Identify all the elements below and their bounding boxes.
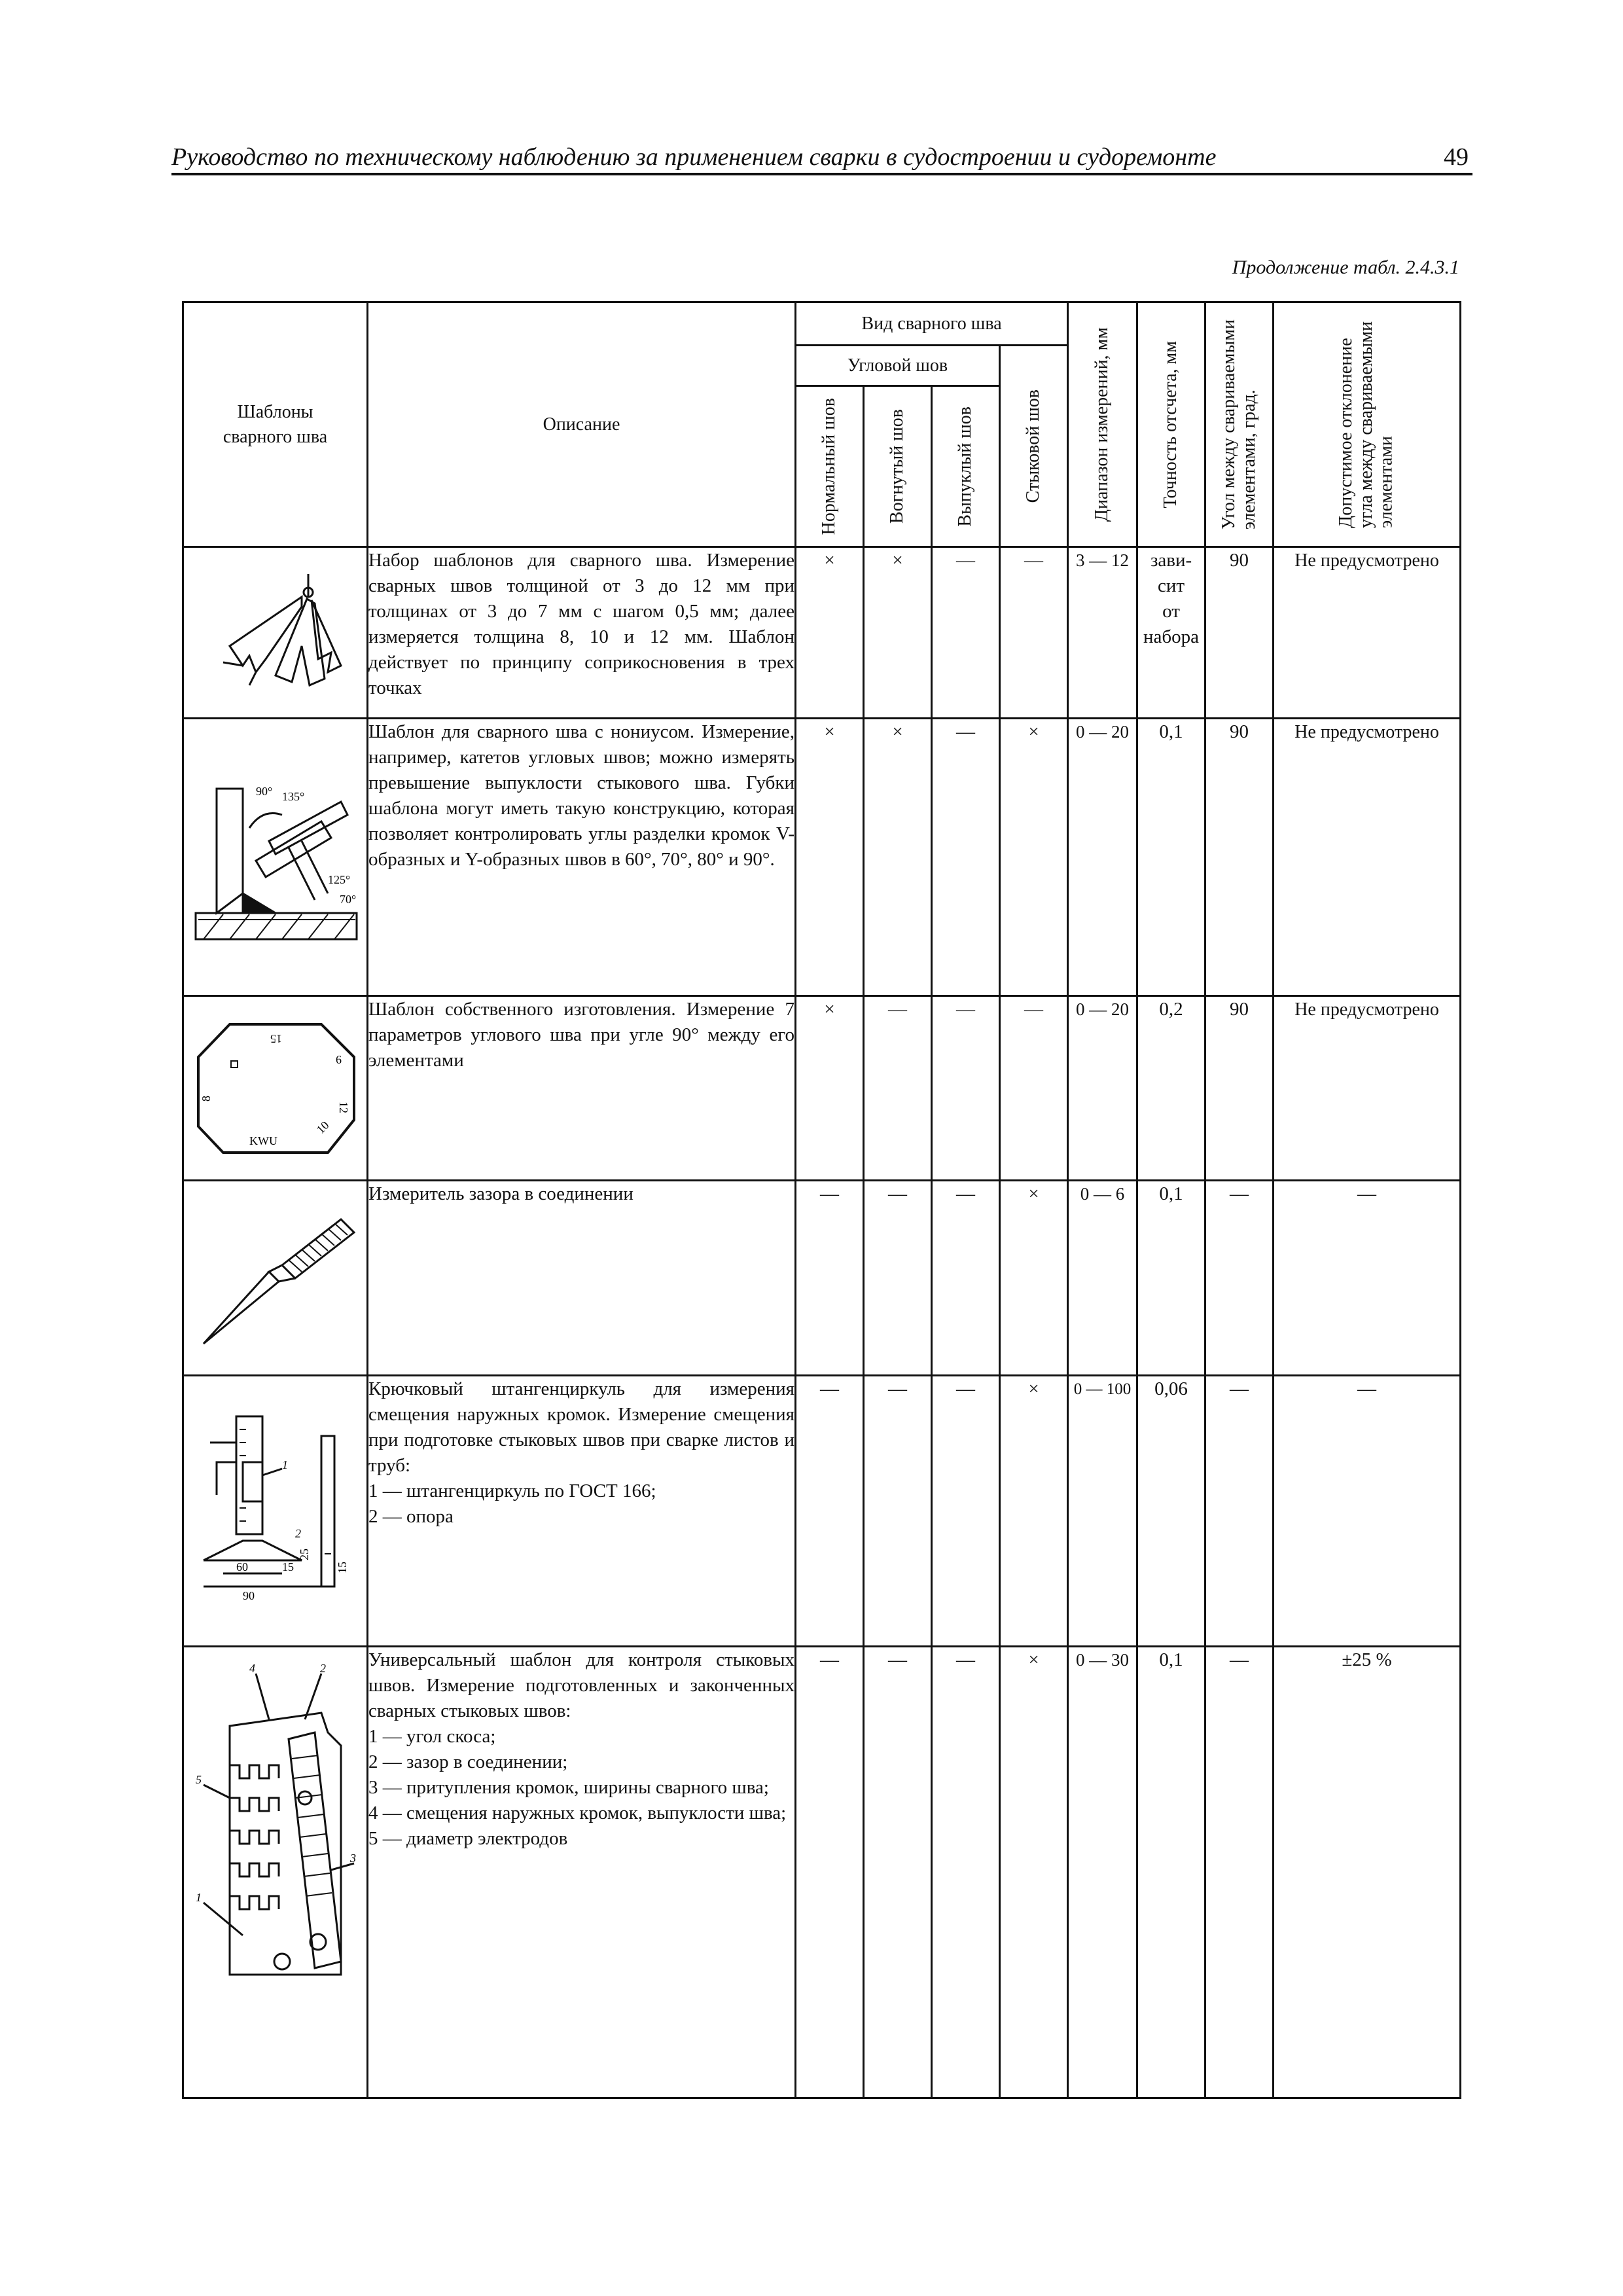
figure-gap-gauge xyxy=(183,1181,368,1376)
table-row xyxy=(183,1181,1461,1376)
cell-deviation: ±25 % xyxy=(1274,1647,1461,2098)
cell-deviation: Не предусмотрено xyxy=(1274,547,1461,719)
col-header-fillet: Угловой шов xyxy=(796,346,1000,386)
cell-angle: — xyxy=(1205,1647,1274,2098)
cell-convex: — xyxy=(932,719,1000,996)
col-header-accuracy: Точность отсчета, мм xyxy=(1137,302,1205,547)
cell-accuracy: 0,2 xyxy=(1137,996,1205,1181)
cell-deviation: Не предусмотрено xyxy=(1274,996,1461,1181)
custom-template-figure xyxy=(190,1016,362,1160)
row-description: Набор шаблонов для сварного шва. Измерение сварных швов толщиной от 3 до 12 мм при толщинах от 3 до 7 мм с шагом 0,5 мм; далее измеряется толщина 8, 10 и 12 мм. Шаблон действует по принципу соприкосновения в трех точках xyxy=(368,547,796,719)
table-continuation-note: Продолжение табл. 2.4.3.1 xyxy=(1232,257,1459,278)
cell-concave: — xyxy=(864,1376,932,1647)
figure-label: 60 xyxy=(236,1560,248,1573)
figure-label: 135° xyxy=(282,789,305,803)
universal-template-figure xyxy=(190,1654,362,1994)
figure-label: 1 xyxy=(196,1891,202,1904)
figure-universal-template xyxy=(183,1647,368,2098)
running-header xyxy=(171,144,1472,175)
cell-normal: — xyxy=(796,1647,864,2098)
figure-vernier-gauge xyxy=(183,719,368,996)
hook-caliper-figure xyxy=(190,1403,362,1619)
cell-accuracy: 0,06 xyxy=(1137,1376,1205,1647)
figure-label: 70° xyxy=(340,892,357,906)
figure-label: 6 xyxy=(336,1052,342,1066)
col-header-deviation: Допустимое отклонение угла между свариваемыми элементами xyxy=(1274,302,1461,547)
table-row xyxy=(183,1647,1461,2098)
figure-label: 10 xyxy=(313,1118,332,1136)
cell-normal: — xyxy=(796,1181,864,1376)
cell-accuracy: 0,1 xyxy=(1137,1647,1205,2098)
col-header-convex: Выпуклый шов xyxy=(932,386,1000,547)
table-row xyxy=(183,996,1461,1181)
cell-deviation: — xyxy=(1274,1376,1461,1647)
cell-normal: × xyxy=(796,996,864,1181)
col-header-weld-type: Вид сварного шва xyxy=(796,302,1068,346)
table-row xyxy=(183,719,1461,996)
row-description: Шаблон собственного изготовления. Измерение 7 параметров углового шва при угле 90° между его элементами xyxy=(368,996,796,1181)
cell-convex: — xyxy=(932,996,1000,1181)
cell-butt: × xyxy=(1000,1647,1068,2098)
figure-hook-caliper xyxy=(183,1376,368,1647)
cell-concave: — xyxy=(864,1181,932,1376)
cell-range: 0 — 20 xyxy=(1068,719,1137,996)
cell-range: 0 — 6 xyxy=(1068,1181,1137,1376)
cell-butt: — xyxy=(1000,547,1068,719)
cell-angle: 90 xyxy=(1205,996,1274,1181)
row-description: Измеритель зазора в соединении xyxy=(368,1181,796,1376)
cell-deviation: Не предусмотрено xyxy=(1274,719,1461,996)
running-title: Руководство по техническому наблюдению за применением сварки в судостроении и судоремонте xyxy=(171,143,1217,171)
cell-angle: 90 xyxy=(1205,719,1274,996)
table-row xyxy=(183,1376,1461,1647)
header-rule xyxy=(171,173,1472,175)
gap-gauge-figure xyxy=(190,1206,362,1350)
cell-angle: — xyxy=(1205,1181,1274,1376)
col-header-concave: Вогнутый шов xyxy=(864,386,932,547)
row-description: Универсальный шаблон для контроля стыковых швов. Измерение подготовленных и законченных сварных стыковых швов: 1 — угол скоса; 2 — зазор в соединении; 3 — притупления кромок, ширины сварного шва; 4 — смещения наружных кромок, выпуклости шва; 5 — диаметр электродов xyxy=(368,1647,796,2098)
cell-concave: × xyxy=(864,719,932,996)
cell-concave: — xyxy=(864,996,932,1181)
col-header-angle: Угол между свариваемыми элементами, град. xyxy=(1205,302,1274,547)
col-header-description: Описание xyxy=(368,302,796,547)
cell-butt: × xyxy=(1000,1376,1068,1647)
cell-convex: — xyxy=(932,1181,1000,1376)
cell-normal: × xyxy=(796,719,864,996)
cell-convex: — xyxy=(932,1376,1000,1647)
cell-range: 3 — 12 xyxy=(1068,547,1137,719)
col-header-normal: Нормальный шов xyxy=(796,386,864,547)
template-set-figure xyxy=(204,567,348,698)
figure-label: 2 xyxy=(295,1526,301,1540)
page-number: 49 xyxy=(1444,143,1469,171)
figure-label: 15 xyxy=(282,1560,294,1573)
cell-convex: — xyxy=(932,1647,1000,2098)
figure-custom-template xyxy=(183,996,368,1181)
figure-label: 15 xyxy=(270,1031,282,1045)
row-description: Шаблон для сварного шва с нониусом. Измерение, например, катетов угловых швов; можно измерять превышение выпуклости стыкового шва. Губки шаблона могут иметь такую конструкцию, которая позволяет контролировать углы разделки кромок V-образных и Y-образных швов в 60°, 70°, 80° и 90°. xyxy=(368,719,796,996)
figure-label: 90° xyxy=(256,784,273,798)
figure-label: 1 xyxy=(282,1458,288,1471)
cell-accuracy: 0,1 xyxy=(1137,719,1205,996)
figure-label: 2 xyxy=(320,1662,326,1675)
cell-butt: × xyxy=(1000,1181,1068,1376)
cell-range: 0 — 30 xyxy=(1068,1647,1137,2098)
figure-label: 15 xyxy=(336,1561,349,1573)
cell-normal: — xyxy=(796,1376,864,1647)
figure-label: 90 xyxy=(243,1588,255,1602)
figure-label: 4 xyxy=(249,1662,255,1675)
figure-label: KWU xyxy=(249,1134,277,1147)
row-description: Крючковый штангенциркуль для измерения смещения наружных кромок. Измерение смещения при подготовке стыковых швов при сварке листов и труб: 1 — штангенциркуль по ГОСТ 166; 2 — опора xyxy=(368,1376,796,1647)
vernier-gauge-figure xyxy=(190,762,362,952)
cell-accuracy: 0,1 xyxy=(1137,1181,1205,1376)
cell-concave: × xyxy=(864,547,932,719)
figure-label: 12 xyxy=(337,1101,350,1113)
cell-convex: — xyxy=(932,547,1000,719)
figure-template-set xyxy=(183,547,368,719)
col-header-range: Диапазон измерений, мм xyxy=(1068,302,1137,547)
cell-angle: — xyxy=(1205,1376,1274,1647)
cell-range: 0 — 100 xyxy=(1068,1376,1137,1647)
table-row xyxy=(183,547,1461,719)
cell-concave: — xyxy=(864,1647,932,2098)
cell-butt: × xyxy=(1000,719,1068,996)
col-header-butt: Стыковой шов xyxy=(1000,346,1068,547)
cell-normal: × xyxy=(796,547,864,719)
weld-templates-table xyxy=(182,301,1461,2099)
figure-label: 3 xyxy=(350,1852,356,1865)
figure-label: 8 xyxy=(200,1095,213,1102)
cell-deviation: — xyxy=(1274,1181,1461,1376)
cell-accuracy: зави- сит от набора xyxy=(1137,547,1205,719)
figure-label: 25 xyxy=(298,1548,311,1560)
cell-angle: 90 xyxy=(1205,547,1274,719)
cell-range: 0 — 20 xyxy=(1068,996,1137,1181)
col-header-templates: Шаблоны сварного шва xyxy=(183,302,368,547)
figure-label: 125° xyxy=(328,872,351,886)
figure-label: 5 xyxy=(196,1773,202,1786)
cell-butt: — xyxy=(1000,996,1068,1181)
